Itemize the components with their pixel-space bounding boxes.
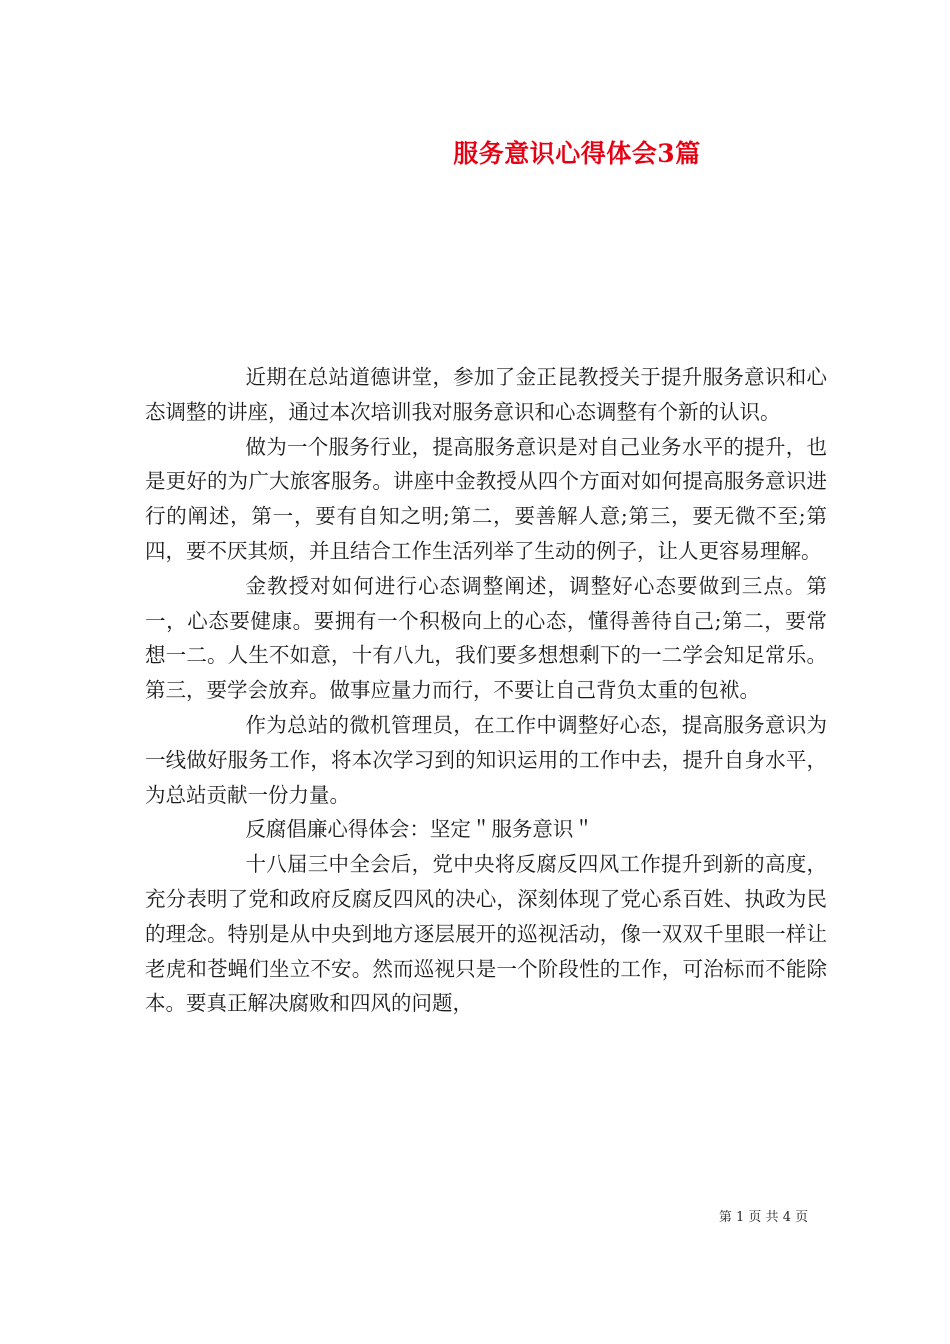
document-body	[145, 360, 827, 1021]
document-title: 服务意识心得体会3篇	[453, 139, 701, 168]
page-number-footer: 第 1 页 共 4 页	[718, 1210, 809, 1225]
section-heading: 反腐倡廉心得体会：坚定＂服务意识＂	[245, 817, 594, 842]
paragraph: 做为一个服务行业，提高服务意识是对自己业务水平的提升，也是更好的为广大旅客服务。讲座中金教授从四个方面对如何提高服务意识进行的阐述，第一，要有自知之明;第二，要善解人意;第三，要无微不至;第四，要不厌其烦，并且结合工作生活列举了生动的例子，让人更容易理解。	[145, 434, 827, 563]
paragraph: 金教授对如何进行心态调整阐述，调整好心态要做到三点。第一，心态要健康。要拥有一个积极向上的心态，懂得善待自己;第二，要常想一二。人生不如意，十有八九，我们要多想想剩下的一二学会知足常乐。第三，要学会放弃。做事应量力而行，不要让自己背负太重的包袱。	[145, 573, 827, 703]
paragraph: 作为总站的微机管理员，在工作中调整好心态，提高服务意识为一线做好服务工作，将本次学习到的知识运用的工作中去，提升自身水平，为总站贡献一份力量。	[145, 712, 827, 807]
paragraph: 近期在总站道德讲堂，参加了金正昆教授关于提升服务意识和心态调整的讲座，通过本次培训我对服务意识和心态调整有个新的认识。	[145, 365, 827, 424]
paragraph: 十八届三中全会后，党中央将反腐反四风工作提升到新的高度，充分表明了党和政府反腐反四风的决心，深刻体现了党心系百姓、执政为民的理念。特别是从中央到地方逐层展开的巡视活动，像一双双千里眼一样让老虎和苍蝇们坐立不安。然而巡视只是一个阶段性的工作，可治标而不能除本。要真正解决腐败和四风的问题，	[145, 852, 827, 1016]
